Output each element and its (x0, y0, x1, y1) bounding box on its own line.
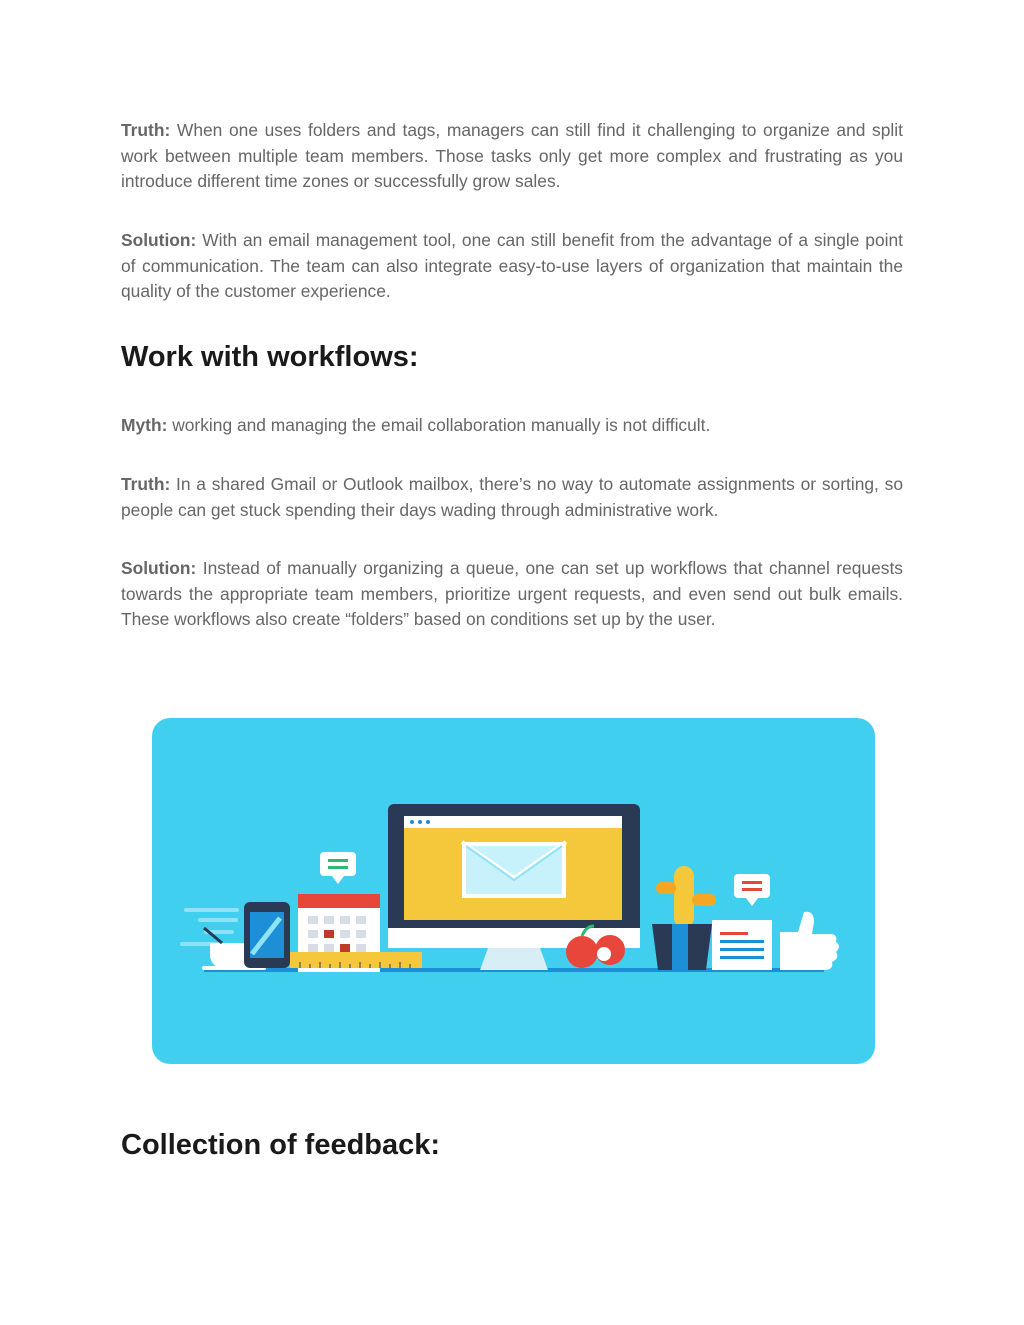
email-workflow-illustration (152, 718, 875, 1064)
illustration-svg (152, 718, 875, 1064)
solution-text: Instead of manually organizing a queue, one can set up workflows that channel requests towards the appropriate team members, prioritize urgent requests, and even send out bulk emails. These workflows also create “folders” based on conditions set up by the user. (121, 558, 903, 629)
myth-label: Myth: (121, 415, 168, 435)
section-heading-feedback: Collection of feedback: (121, 1129, 441, 1161)
smartphone-icon (244, 902, 290, 968)
solution-label: Solution: (121, 558, 197, 578)
myth-paragraph (121, 413, 903, 439)
mail-envelope-icon (462, 842, 566, 898)
truth-paragraph-2 (121, 472, 903, 523)
truth-paragraph-1 (121, 118, 903, 195)
truth-label: Truth: (121, 474, 171, 494)
solution-paragraph-1 (121, 228, 903, 305)
truth-text: When one uses folders and tags, managers can still find it challenging to organize and split work between multiple team members. Those tasks only get more complex and frustrating as you introduce different time zones or successfully grow sales. (121, 120, 903, 191)
solution-label: Solution: (121, 230, 197, 250)
notepad-icon (712, 920, 772, 970)
ruler-icon (290, 952, 422, 968)
truth-text: In a shared Gmail or Outlook mailbox, there’s no way to automate assignments or sorting, so people can get stuck spending their days wading through administrative work. (121, 474, 903, 520)
truth-label: Truth: (121, 120, 171, 140)
solution-text: With an email management tool, one can still benefit from the advantage of a single point of communication. The team can also integrate easy-to-use layers of organization that maintain the quality of the customer experience. (121, 230, 903, 301)
solution-paragraph-2 (121, 556, 903, 633)
section-heading-workflows: Work with workflows: (121, 341, 419, 373)
myth-text: working and managing the email collaboration manually is not difficult. (167, 415, 711, 435)
